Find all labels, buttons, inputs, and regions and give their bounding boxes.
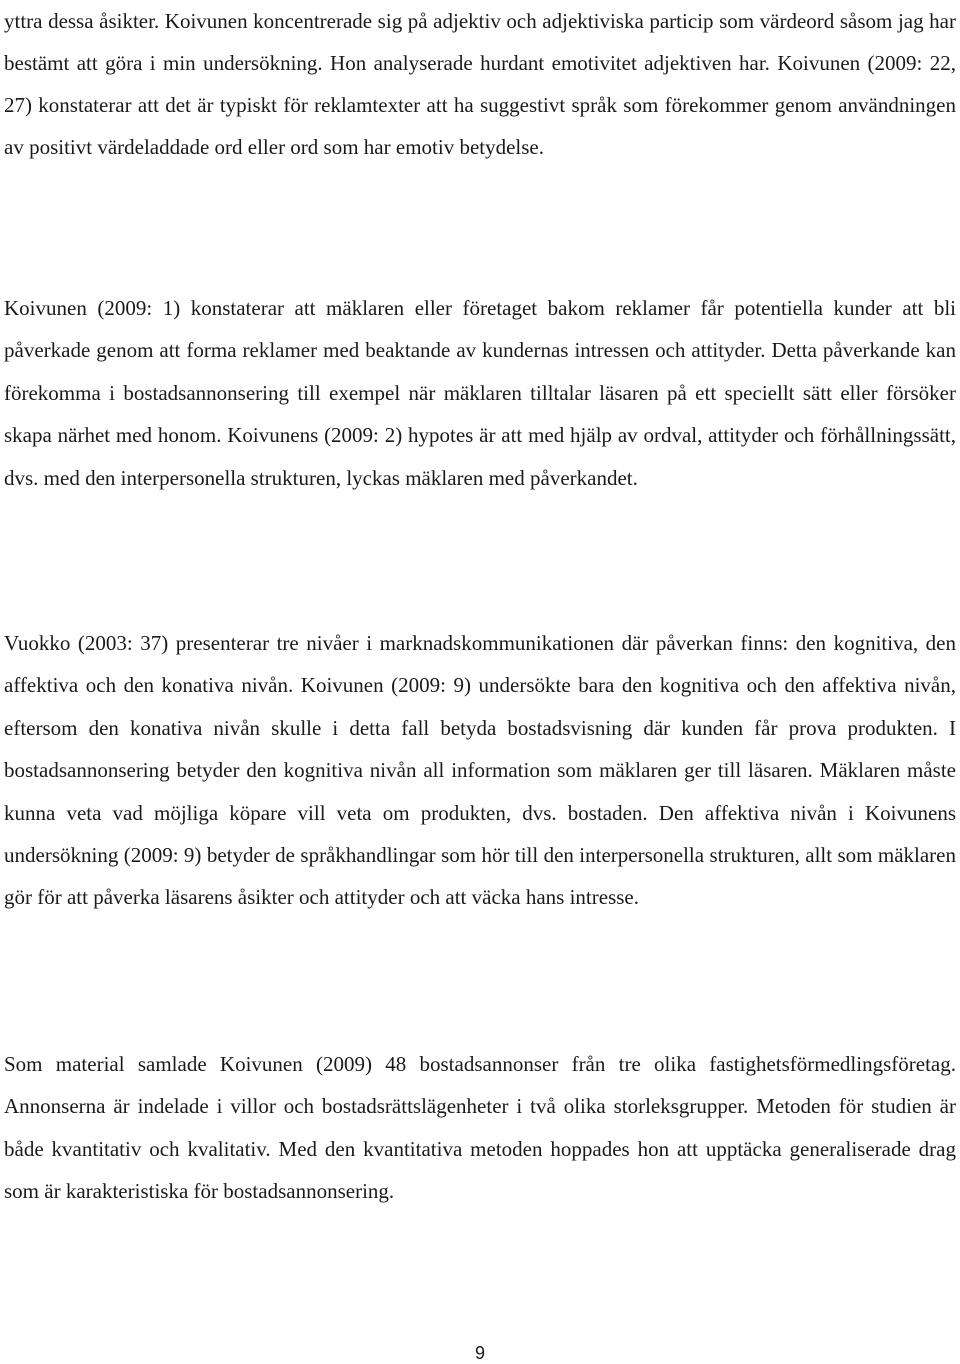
page-number: 9 <box>474 1343 485 1363</box>
paragraph-1: yttra dessa åsikter. Koivunen koncentrerade sig på adjektiv och adjektiviska particip som värdeord såsom jag har bestämt att göra i min undersökning. Hon analyserade hurdant emotivitet adjektiven har. Koivunen (2009: 22, 27) konstaterar att det är typiskt för reklamtexter att ha suggestivt språk som förekommer genom användningen av positivt värdeladdade ord eller ord som har emotiv betydelse. <box>4 9 956 159</box>
paragraph-3: Vuokko (2003: 37) presenterar tre nivåer i marknadskommunikationen där påverkan finns: den kognitiva, den affektiva och den konativa nivån. Koivunen (2009: 9) undersökte bara den kognitiva och den affektiva nivån, eftersom den konativa nivån skulle i detta fall betyda bostadsvisning där kunden får prova produkten. I bostadsannonsering betyder den kognitiva nivån all information som mäklaren ger till läsaren. Mäklaren måste kunna veta vad möjliga köpare vill veta om produkten, dvs. bostaden. Den affektiva nivån i Koivunens undersökning (2009: 9) betyder de språkhandlingar som hör till den interpersonella strukturen, allt som mäklaren gör för att påverka läsarens åsikter och attityder och att väcka hans intresse. <box>4 631 956 910</box>
paragraph-4: Som material samlade Koivunen (2009) 48 bostadsannonser från tre olika fastighetsförmedlingsföretag. Annonserna är indelade i villor och bostadsrättslägenheter i två olika storleksgrupper. Metoden för studien är både kvantitativ och kvalitativ. Med den kvantitativa metoden hoppades hon att upptäcka generaliserade drag som är karakteristiska för bostadsannonsering. <box>4 1052 956 1204</box>
paragraph-2: Koivunen (2009: 1) konstaterar att mäklaren eller företaget bakom reklamer får potentiella kunder att bli påverkade genom att forma reklamer med beaktande av kundernas intressen och attityder. Detta påverkande kan förekomma i bostadsannonsering till exempel när mäklaren tilltalar läsaren på ett speciellt sätt eller försöker skapa närhet med honom. Koivunens (2009: 2) hypotes är att med hjälp av ordval, attityder och förhållningssätt, dvs. med den interpersonella strukturen, lyckas mäklaren med påverkandet. <box>4 296 956 490</box>
